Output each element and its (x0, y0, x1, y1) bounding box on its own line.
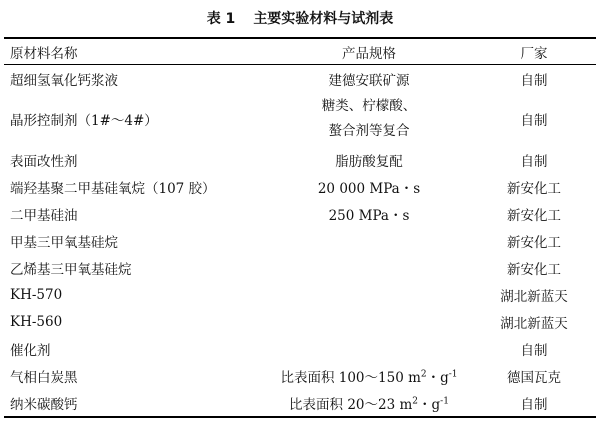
table-row (4, 389, 596, 417)
spec-base: 比表面积 20～23 m (289, 396, 413, 413)
table-row (4, 227, 596, 254)
maker: 新安化工 (507, 207, 561, 224)
material-name: 催化剂 (10, 342, 51, 359)
spec-superscript: -1 (448, 369, 458, 379)
spec (266, 92, 472, 146)
spec: 20 000 MPa・s (317, 180, 421, 197)
spec (266, 281, 472, 308)
spec-unit: ・g (418, 396, 441, 413)
spec-unit: ・g (426, 369, 449, 386)
table-row (4, 65, 596, 93)
spec (266, 335, 472, 362)
spec (266, 227, 472, 254)
header-material-name: 原材料名称 (4, 38, 266, 65)
header-spec: 产品规格 (266, 38, 472, 65)
table-title: 主要实验材料与试剂表 (253, 11, 394, 27)
table-number: 表 1 (206, 11, 236, 27)
spec: 建德安联矿源 (328, 72, 410, 89)
maker: 湖北新蓝天 (500, 288, 568, 305)
table-row (4, 281, 596, 308)
material-name: 气相白炭黑 (10, 369, 78, 386)
maker: 新安化工 (507, 234, 561, 251)
spec-superscript: 2 (420, 369, 427, 379)
material-name: 端羟基聚二甲基硅氧烷（107 胶） (10, 180, 216, 197)
spec-line-2: 螯合剂等复合 (328, 123, 410, 139)
spec: 脂肪酸复配 (335, 153, 403, 170)
table-row (4, 173, 596, 200)
maker: 自制 (520, 113, 548, 129)
maker: 新安化工 (507, 180, 561, 197)
spec (266, 254, 472, 281)
spec (266, 362, 472, 389)
maker: 湖北新蓝天 (500, 315, 568, 332)
table-row (4, 254, 596, 281)
maker: 自制 (520, 342, 548, 359)
maker: 新安化工 (507, 261, 561, 278)
spec (266, 308, 472, 335)
spec (266, 389, 472, 417)
table-row (4, 335, 596, 362)
table-row (4, 146, 596, 173)
material-name: 表面改性剂 (10, 153, 78, 170)
maker: 自制 (472, 389, 596, 417)
spec-superscript: -1 (440, 396, 449, 406)
maker: 自制 (520, 72, 548, 89)
spec-base: 比表面积 100～150 m (280, 369, 421, 386)
table-row (4, 92, 596, 146)
material-name: 甲基三甲氧基硅烷 (10, 234, 118, 251)
material-name: 超细氢氧化钙浆液 (10, 72, 118, 89)
materials-table (4, 37, 596, 418)
material-name: KH-560 (10, 313, 63, 330)
table-row (4, 200, 596, 227)
material-name: 乙烯基三甲氧基硅烷 (10, 261, 132, 278)
spec-superscript: 2 (412, 396, 419, 406)
maker: 德国瓦克 (507, 369, 561, 386)
material-name: 纳米碳酸钙 (4, 389, 266, 417)
table-caption (0, 8, 600, 28)
header-row (4, 38, 596, 65)
material-name: KH-570 (10, 286, 63, 303)
material-name: 晶形控制剂（1#～4#） (10, 113, 158, 129)
spec-line-1: 糖类、柠檬酸、 (321, 98, 417, 114)
table-row (4, 362, 596, 389)
header-maker: 厂家 (472, 38, 596, 65)
material-name: 二甲基硅油 (10, 207, 78, 224)
spec: 250 MPa・s (328, 207, 410, 224)
maker: 自制 (520, 153, 548, 170)
table-row (4, 308, 596, 335)
